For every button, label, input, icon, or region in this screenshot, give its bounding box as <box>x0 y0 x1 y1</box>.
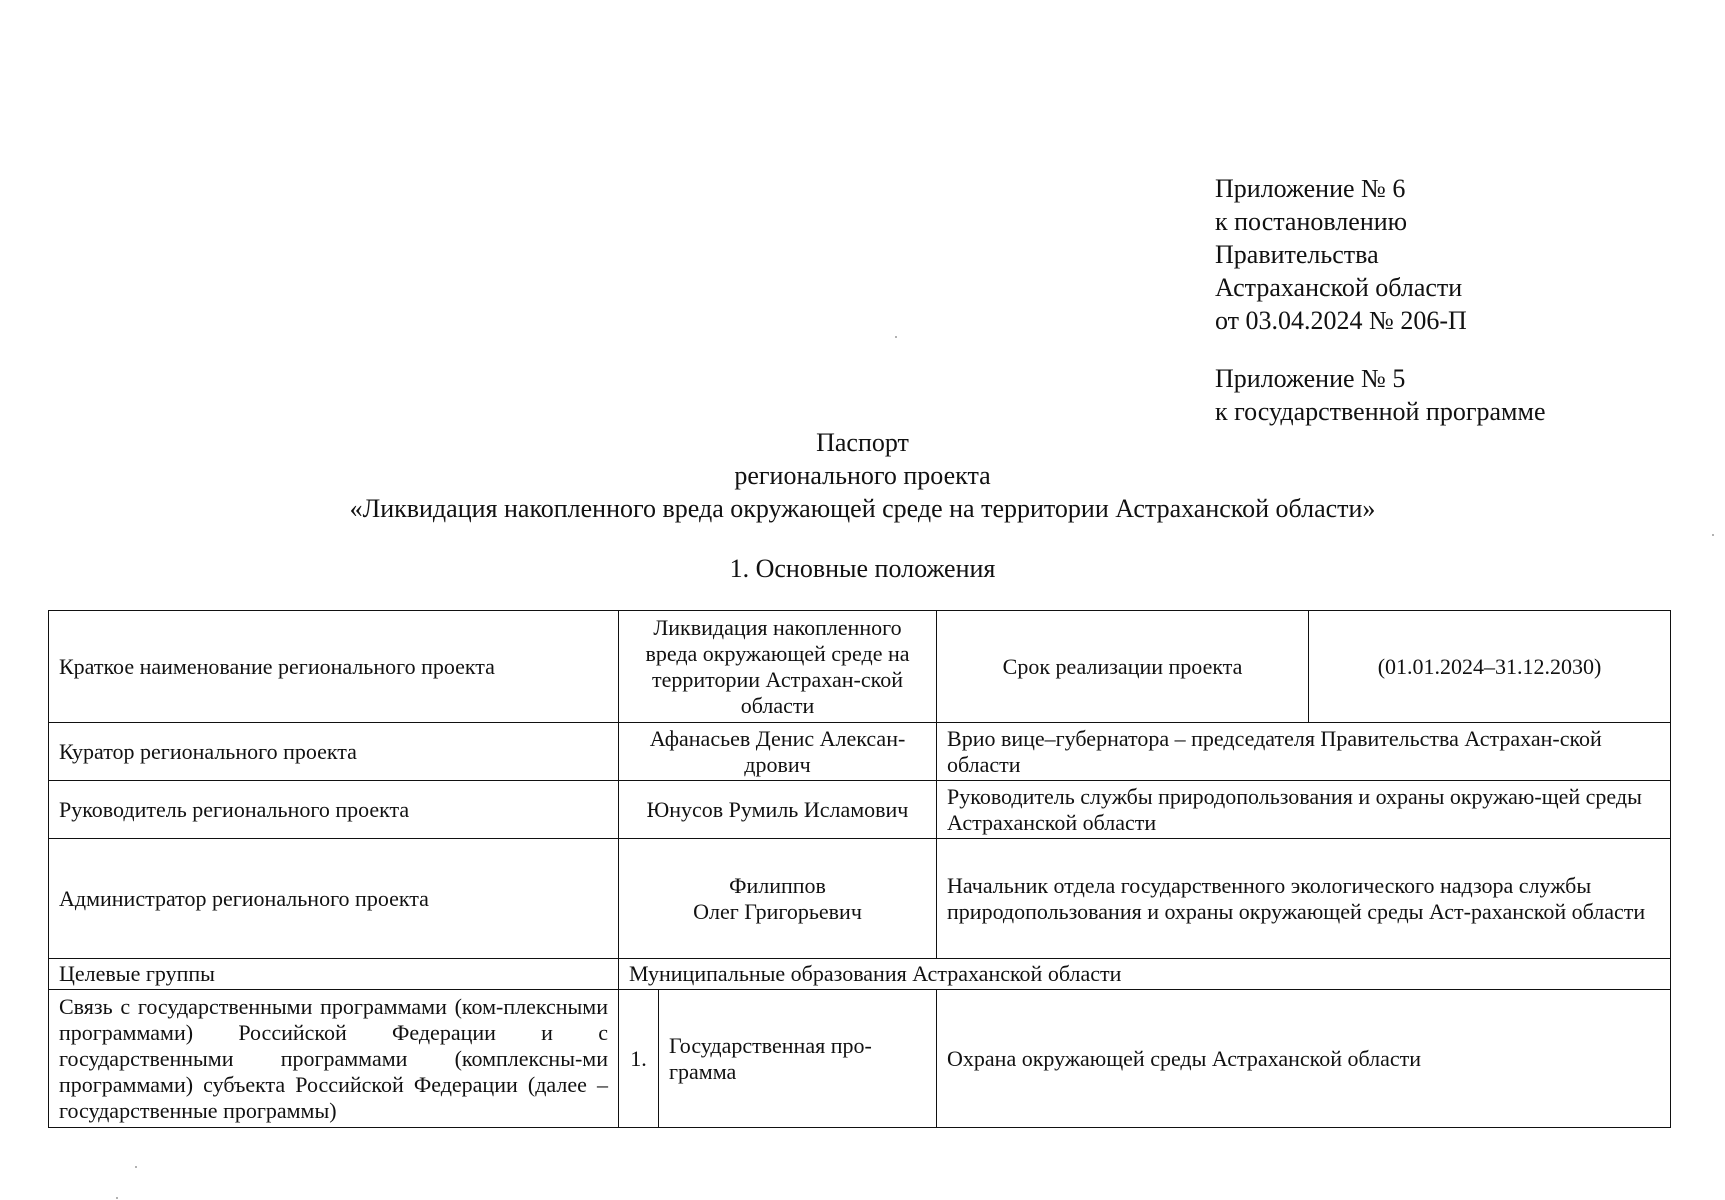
appendix-5-block <box>1215 362 1546 428</box>
passport-table <box>48 610 1671 1128</box>
row-label: Целевые группы <box>49 959 619 990</box>
title-line: «Ликвидация накопленного вреда окружающей среде на территории Астраханской области» <box>349 494 1376 523</box>
appendix-6-line: Правительства <box>1215 240 1379 269</box>
appendix-6-block <box>1215 172 1467 337</box>
term-label: Срок реализации проекта <box>937 611 1309 723</box>
title-line: регионального проекта <box>734 461 991 490</box>
administrator-position: Начальник отдела государственного экологического надзора службы природопользования и охраны окружающей среды Аст-раханской области <box>937 839 1671 959</box>
appendix-5-line: к государственной программе <box>1215 397 1546 426</box>
target-groups-value: Муниципальные образования Астраханской области <box>619 959 1671 990</box>
appendix-6-line: Астраханской области <box>1215 273 1463 302</box>
program-name: Охрана окружающей среды Астраханской области <box>937 990 1671 1128</box>
section-heading: 1. Основные положения <box>729 554 996 583</box>
scan-speck <box>1712 534 1714 536</box>
row-label: Связь с государственными программами (ком-плексными программами) Российской Федерации и с государственными программами (комплексны-ми программами) субъекта Российской Федерации (далее – государственные программы) <box>49 990 619 1128</box>
term-value: (01.01.2024–31.12.2030) <box>1309 611 1671 723</box>
project-short-name: Ликвидация накопленного вреда окружающей среде на территории Астрахан-ской области <box>619 611 937 723</box>
table-row <box>49 723 1671 781</box>
head-name: Юнусов Румиль Исламович <box>619 781 937 839</box>
scan-speck <box>135 1166 137 1168</box>
row-label: Краткое наименование регионального проекта <box>49 611 619 723</box>
table-row <box>49 959 1671 990</box>
curator-name: Афанасьев Денис Алексан-дрович <box>619 723 937 781</box>
row-label: Администратор регионального проекта <box>49 839 619 959</box>
administrator-name-line: Олег Григорьевич <box>693 898 862 924</box>
administrator-name <box>619 839 937 959</box>
appendix-5-line: Приложение № 5 <box>1215 364 1406 393</box>
document-title <box>0 426 1725 525</box>
table-row <box>49 990 1671 1128</box>
appendix-6-line: от 03.04.2024 № 206-П <box>1215 306 1467 335</box>
row-label: Руководитель регионального проекта <box>49 781 619 839</box>
appendix-6-line: Приложение № 6 <box>1215 174 1406 203</box>
title-line: Паспорт <box>816 428 909 457</box>
curator-position: Врио вице–губернатора – председателя Правительства Астрахан-ской области <box>937 723 1671 781</box>
table-row <box>49 839 1671 959</box>
table-row <box>49 611 1671 723</box>
head-position: Руководитель службы природопользования и охраны окружаю-щей среды Астраханской области <box>937 781 1671 839</box>
administrator-name-line: Филиппов <box>729 872 826 898</box>
row-label: Куратор регионального проекта <box>49 723 619 781</box>
appendix-6-line: к постановлению <box>1215 207 1408 236</box>
scan-speck <box>116 1197 118 1199</box>
scan-speck <box>895 336 897 338</box>
program-type: Государственная про-грамма <box>659 990 937 1128</box>
table-row <box>49 781 1671 839</box>
program-number: 1. <box>619 990 659 1128</box>
